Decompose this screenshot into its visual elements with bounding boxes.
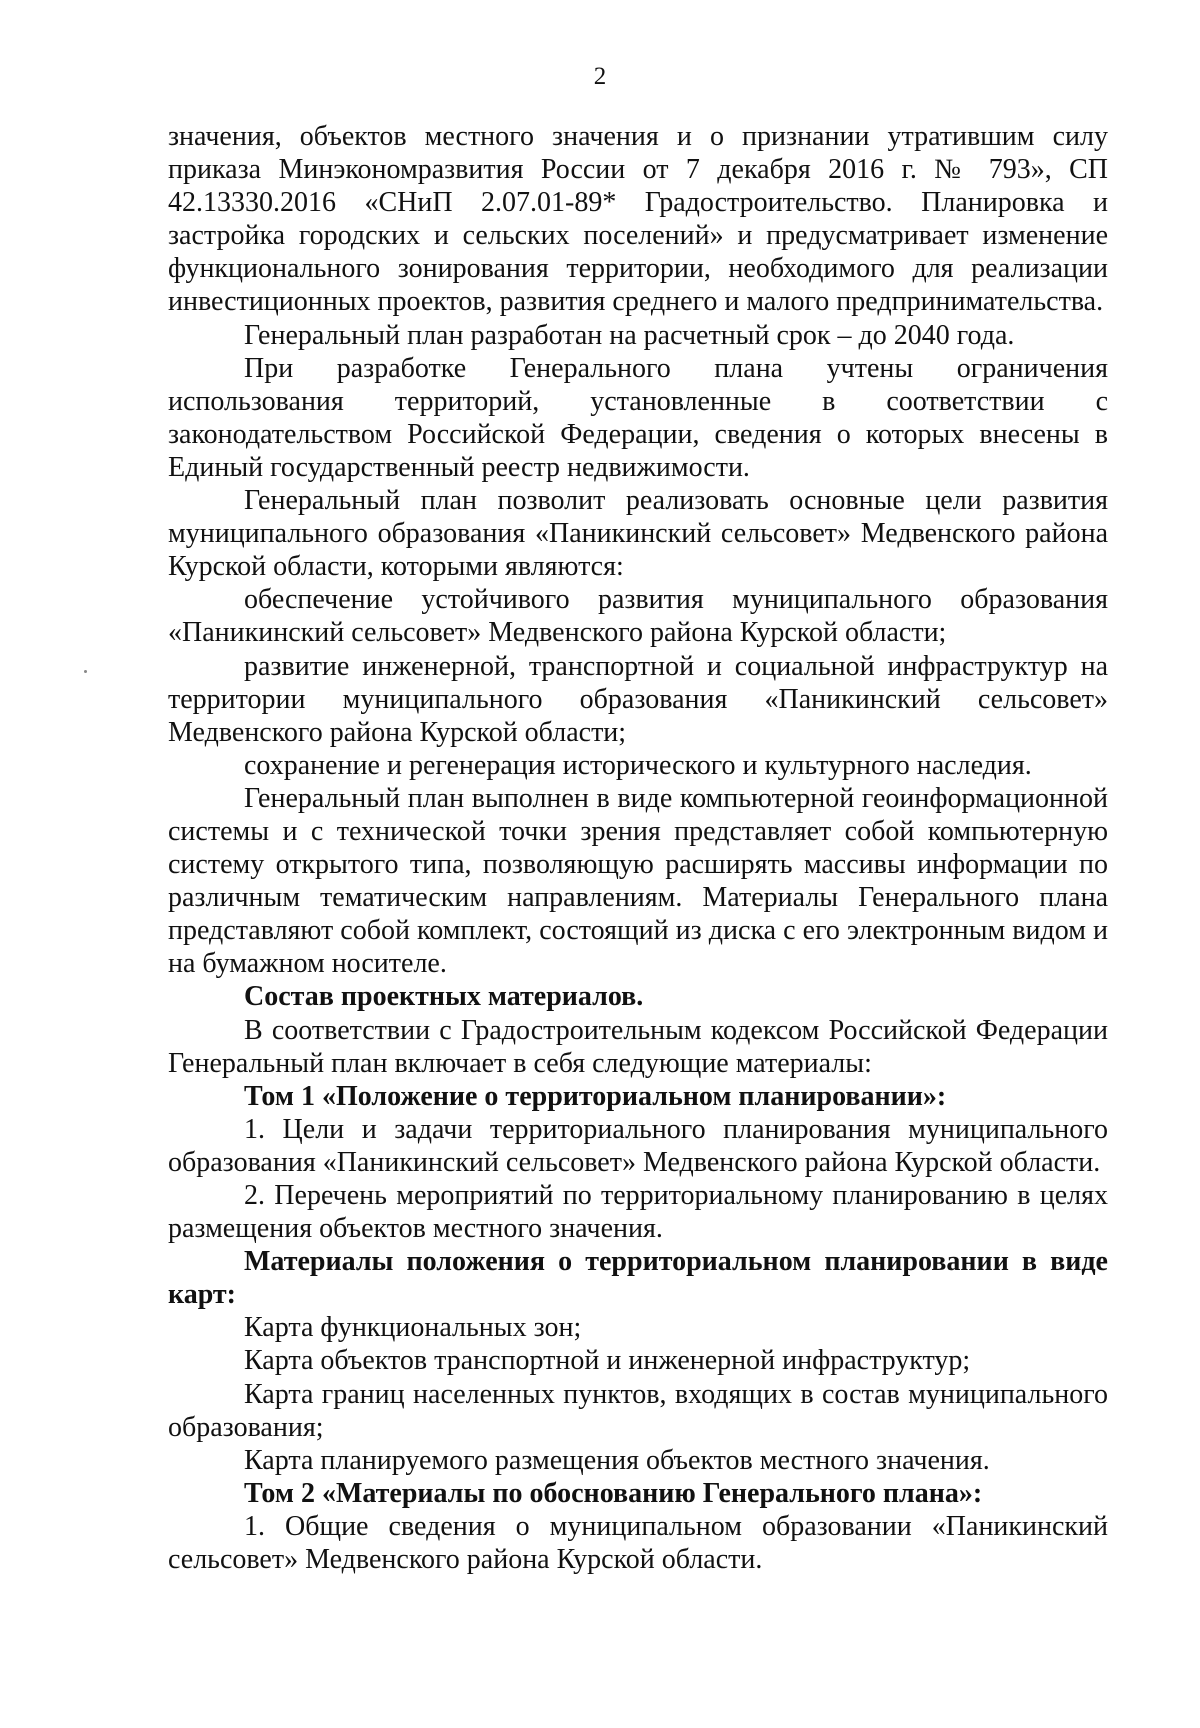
- paragraph: При разработке Генерального плана учтены ограничения использования территорий, установленные в соответствии с законодательством Российской Федерации, сведения о которых внесены в Единый государственный реестр недвижимости.: [168, 352, 1108, 483]
- paragraph: Генеральный план выполнен в виде компьютерной геоинформационной системы и с технической точки зрения представляет собой компьютерную систему открытого типа, позволяющую расширять массивы информации по различным тематическим направлениям. Материалы Генерального плана представляют собой комплект, состоящий из диска с его электронным видом и на бумажном носителе.: [168, 782, 1108, 980]
- numbered-item: 2. Перечень мероприятий по территориальному планированию в целях размещения объектов местного значения.: [168, 1180, 1108, 1245]
- map-list-item: Карта планируемого размещения объектов местного значения.: [244, 1444, 990, 1476]
- scan-speck: [84, 670, 87, 673]
- numbered-item: 1. Общие сведения о муниципальном образовании «Паникинский сельсовет» Медвенского района Курской области.: [168, 1510, 1108, 1576]
- map-list-item: Карта объектов транспортной и инженерной инфраструктур;: [244, 1345, 971, 1377]
- paragraph: значения, объектов местного значения и о признании утратившим силу приказа Минэкономразвития России от 7 декабря 2016 г. № 793», СП 42.13330.2016 «СНиП 2.07.01-89* Градостроительство. Планировка и застройка городских и сельских поселений» и предусматривает изменение функционального зонирования территории, необходимого для реализации инвестиционных проектов, развития среднего и малого предпринимательства.: [168, 121, 1108, 318]
- paragraph: Генеральный план позволит реализовать основные цели развития муниципального образования «Паникинский сельсовет» Медвенского района Курской области, которыми являются:: [168, 485, 1108, 583]
- maps-heading: Материалы положения о территориальном планировании в виде карт:: [168, 1246, 1108, 1311]
- volume-heading: Том 2 «Материалы по обоснованию Генерального плана»:: [244, 1477, 983, 1509]
- list-item: обеспечение устойчивого развития муниципального образования «Паникинский сельсовет» Медвенского района Курской области;: [168, 584, 1108, 649]
- paragraph: В соответствии с Градостроительным кодексом Российской Федерации Генеральный план включает в себя следующие материалы:: [168, 1014, 1108, 1079]
- list-item: развитие инженерной, транспортной и социальной инфраструктур на территории муниципального образования «Паникинский сельсовет» Медвенского района Курской области;: [168, 650, 1108, 748]
- numbered-item: 1. Цели и задачи территориального планирования муниципального образования «Паникинский сельсовет» Медвенского района Курской области.: [168, 1113, 1108, 1178]
- map-list-item: Карта функциональных зон;: [244, 1312, 582, 1344]
- volume-heading: Том 1 «Положение о территориальном планировании»:: [244, 1080, 947, 1112]
- list-item: сохранение и регенерация исторического и культурного наследия.: [244, 749, 1032, 781]
- map-list-item: Карта границ населенных пунктов, входящих в состав муниципального образования;: [168, 1378, 1108, 1443]
- paragraph: Генеральный план разработан на расчетный срок – до 2040 года.: [244, 319, 1015, 351]
- section-heading: Состав проектных материалов.: [244, 981, 644, 1013]
- page-number: 2: [593, 63, 607, 90]
- body-text: [168, 120, 1108, 1576]
